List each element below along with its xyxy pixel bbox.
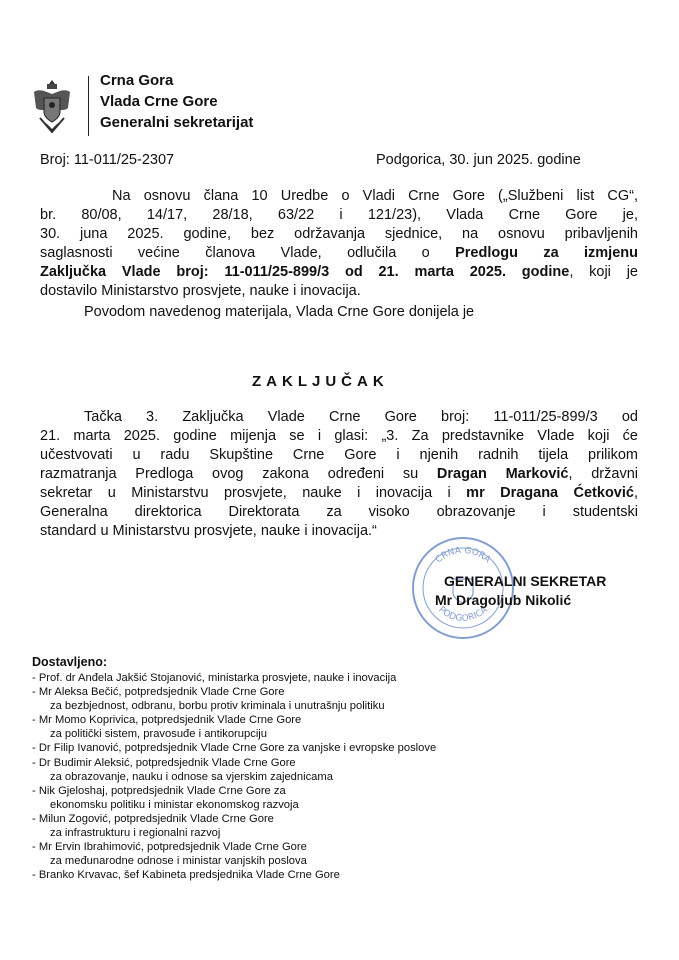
distribution-item-detail: za obrazovanje, nauku i odnose sa vjerskim zajednicama (50, 770, 333, 783)
header-government: Vlada Crne Gore (100, 93, 218, 110)
letterhead (100, 70, 253, 133)
distribution-item: - Mr Ervin Ibrahimović, potpredsjednik Vlade Crne Gore (32, 841, 307, 854)
body-line: 21. marta 2025. godine mijenja se i glasi: „3. Za predstavnike Vlade koji će (40, 428, 638, 444)
body-text: razmatranja Predloga ovog zakona određeni su (40, 466, 437, 482)
distribution-item: - Dr Budimir Aleksić, potpredsjednik Vlade Crne Gore (32, 756, 296, 769)
header-divider (88, 76, 89, 136)
intro-line: 30. juna 2025. godine, bez održavanja sjednice, na osnovu pribavljenih (40, 226, 638, 242)
intro-line (40, 244, 638, 263)
distribution-item-detail: za politički sistem, pravosuđe i antikorupciju (50, 728, 268, 741)
signature-name: Mr Dragoljub Nikolić (435, 592, 572, 608)
conclusion-reference: Zaključka Vlade broj: 11-011/25-899/3 od 21. marta 2025. godine (40, 264, 570, 280)
intro-line: Na osnovu člana 10 Uredbe o Vladi Crne Gore („Službeni list CG“, (112, 188, 638, 204)
body-line: standard u Ministarstvu prosvjete, nauke i inovacija.“ (40, 523, 377, 539)
coat-of-arms-icon (30, 78, 74, 136)
document-number: Broj: 11-011/25-2307 (40, 152, 175, 168)
stamp-text-bottom: PODGORICA (436, 605, 490, 624)
body-line: Generalna direktorica Direktorata za visoko obrazovanje i studentski (40, 504, 638, 520)
body-text: , državni (568, 466, 638, 482)
intro-line: br. 80/08, 14/17, 28/18, 63/22 i 121/23), Vlada Crne Gore je, (40, 207, 638, 223)
body-text: sekretar u Ministarstvu prosvjete, nauke i inovacija i (40, 485, 467, 501)
distribution-item: - Dr Filip Ivanović, potpredsjednik Vlade Crne Gore za vanjske i evropske poslove (32, 742, 437, 755)
intro-line: Povodom navedenog materijala, Vlada Crne Gore donijela je (84, 304, 475, 320)
distribution-item: - Milun Zogović, potpredsjednik Vlade Crne Gore (32, 812, 274, 825)
intro-paragraph (40, 187, 638, 322)
distribution-item: - Nik Gjeloshaj, potpredsjednik Vlade Crne Gore za (32, 784, 286, 797)
body-paragraph (40, 408, 638, 541)
intro-text: saglasnosti većine članova Vlade, odlučila o (40, 245, 456, 261)
intro-text: , koji je (569, 264, 638, 280)
distribution-item-detail: za međunarodne odnose i ministar vanjskih poslova (50, 855, 307, 868)
svg-text:CRNA GORA (434, 546, 493, 566)
intro-line (40, 263, 638, 282)
distribution-list (32, 671, 436, 882)
body-line: Tačka 3. Zaključka Vlade Crne Gore broj: 11-011/25-899/3 od (84, 409, 638, 425)
stamp-text-top: CRNA GORA (433, 545, 493, 566)
body-text: , (633, 485, 638, 501)
distribution-item-detail: ekonomsku politiku i ministar ekonomskog razvoja (50, 798, 299, 811)
document-title: ZAKLJUČAK (252, 373, 389, 390)
body-line (40, 484, 638, 503)
distribution-item-detail: za infrastrukturu i regionalni razvoj (50, 827, 221, 840)
distribution-item: - Mr Momo Koprivica, potpredsjednik Vlade Crne Gore (32, 714, 302, 727)
body-line (40, 465, 638, 484)
header-secretariat: Generalni sekretarijat (100, 114, 254, 131)
representative-name: mr Dragana Ćetković (466, 485, 634, 501)
distribution-item: - Branko Krvavac, šef Kabineta predsjednika Vlade Crne Gore (32, 869, 340, 882)
body-line: učestvovati u radu Skupštine Crne Gore i njenih radnih tijela prilikom (40, 447, 638, 463)
intro-line: dostavilo Ministarstvo prosvjete, nauke i inovacija. (40, 283, 361, 299)
distribution-item: - Mr Aleksa Bečić, potpredsjednik Vlade Crne Gore (32, 686, 285, 699)
header-country: Crna Gora (100, 72, 174, 89)
signature-role: GENERALNI SEKRETAR (444, 573, 607, 589)
distribution-item: - Prof. dr Anđela Jakšić Stojanović, ministarka prosvjete, nauke i inovacija (32, 672, 397, 684)
proposal-title: Predlogu za izmjenu (455, 245, 638, 261)
distribution-heading: Dostavljeno: (32, 655, 108, 669)
distribution-item-detail: za bezbjednost, odbranu, borbu protiv kriminala i unutrašnju politiku (50, 700, 385, 713)
representative-name: Dragan Marković (436, 466, 569, 482)
place-date: Podgorica, 30. jun 2025. godine (376, 152, 581, 168)
